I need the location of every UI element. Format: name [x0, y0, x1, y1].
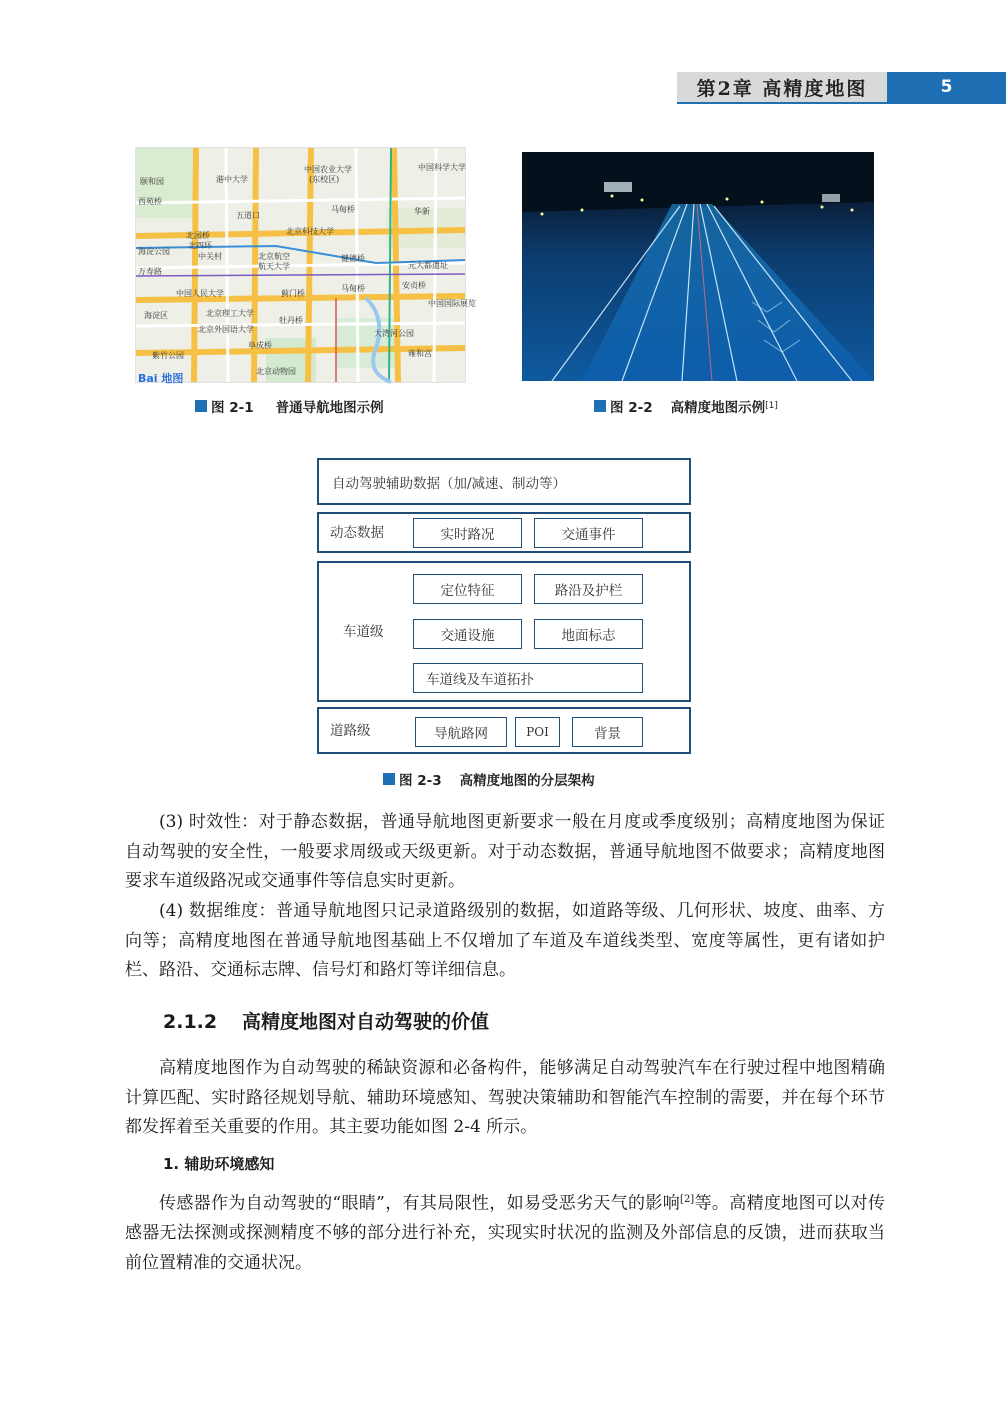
map-label: 阜成桥	[248, 341, 272, 350]
diagram-item: 定位特征	[413, 574, 522, 604]
diagram-top-label: 自动驾驶辅助数据（加/减速、制动等）	[332, 476, 567, 492]
chapter-header: 第2章 高精度地图	[677, 72, 887, 102]
figure-2-3-caption	[383, 769, 595, 789]
paragraph-env-perception	[125, 1185, 885, 1278]
map-label: 五道口	[236, 211, 260, 220]
section-title: 高精度地图对自动驾驶的价值	[242, 1011, 490, 1033]
section-number: 2.1.2	[163, 1011, 218, 1033]
map-label: 华新	[414, 207, 430, 216]
map-label: 中国农业大学	[304, 165, 352, 174]
paragraph-text: 高精度地图作为自动驾驶的稀缺资源和必备构件，能够满足自动驾驶汽车在行驶过程中地图精确计算匹配、实时路径规划导航、辅助环境感知、驾驶决策辅助和智能汽车控制的需要，并在每个环节都发挥着至关重要的作用。其主要功能如图 2-4 所示。	[125, 1058, 885, 1137]
map-label: 元大都遗址	[408, 261, 448, 270]
navigation-map-image	[135, 147, 476, 385]
pointcloud-render	[522, 152, 874, 381]
caption-reference: [1]	[765, 401, 778, 411]
caption-marker-icon	[383, 773, 395, 785]
map-label: 马甸桥	[341, 284, 365, 293]
map-label: 紫竹公园	[152, 351, 184, 360]
hd-map-pointcloud-image	[522, 152, 874, 381]
map-label: 港中大学	[216, 175, 248, 184]
map-label: 蓟门桥	[281, 289, 305, 298]
figure-2-2-caption	[594, 396, 778, 416]
paragraph-text: (4) 数据维度：普通导航地图只记录道路级别的数据，如道路等级、几何形状、坡度、曲率、方向等；高精度地图在普通导航地图基础上不仅增加了车道及车道线类型、宽度等属性，更有诸如护栏、路沿、交通标志牌、信号灯和路灯等详细信息。	[125, 901, 885, 980]
diagram-item: 交通事件	[534, 518, 643, 548]
diagram-dynamic-label: 动态数据	[330, 525, 384, 541]
map-label: 北京理工大学	[206, 309, 254, 318]
map-label: 北四环	[188, 241, 212, 250]
diagram-item: 路沿及护栏	[534, 574, 643, 604]
map-label: 雍和宫	[408, 349, 432, 358]
caption-text: 普通导航地图示例	[275, 400, 384, 416]
caption-number: 图 2-3	[399, 773, 442, 789]
paragraph-text	[125, 1185, 885, 1278]
header-rule	[677, 102, 1006, 104]
diagram-lane-label: 车道级	[343, 624, 384, 640]
map-label: 北京航空	[258, 252, 290, 261]
caption-text: 高精度地图的分层架构	[459, 773, 595, 789]
map-label: 马甸桥	[331, 205, 355, 214]
diagram-item: POI	[515, 717, 560, 747]
map-label: (东校区)	[309, 175, 340, 184]
diagram-item: 背景	[572, 717, 643, 747]
diagram-item: 车道线及车道拓扑	[413, 663, 643, 693]
map-label: 中国科学大学	[418, 163, 466, 172]
map-label: 海淀区	[144, 311, 168, 320]
reference-mark: [2]	[680, 1194, 695, 1205]
map-label: 北京外国语大学	[198, 325, 254, 334]
map-label: 安贞桥	[402, 281, 426, 290]
baidu-map-logo: Bai 地图	[138, 372, 184, 385]
map-label: 牡丹桥	[279, 316, 303, 325]
caption-text: 高精度地图示例	[670, 400, 766, 416]
paragraph-data-dimension	[125, 897, 885, 986]
map-label: 中国国际展览	[428, 299, 476, 308]
map-label: 北园桥	[186, 231, 210, 240]
caption-number: 图 2-1	[211, 400, 254, 416]
paragraph-text-part: 等。高精度地图可以对传感器无法探测或探测精度不够的部分进行补充，实现实时状况的监测及外部信息的反馈，进而获取当前位置精准的交通状况。	[125, 1193, 885, 1273]
caption-marker-icon	[594, 400, 606, 412]
diagram-item: 导航路网	[415, 717, 507, 747]
section-heading	[163, 1007, 489, 1034]
paragraph-timeliness	[125, 808, 885, 897]
map-label: 航天大学	[258, 262, 290, 271]
figure-2-1-caption	[195, 396, 384, 416]
map-label: 中关村	[198, 252, 222, 261]
paragraph-value	[125, 1054, 885, 1143]
diagram-road-label: 道路级	[330, 723, 371, 739]
map-label: 西苑桥	[138, 197, 162, 206]
map-label: 北京动物园	[256, 367, 296, 376]
paragraph-text: (3) 时效性：对于静态数据，普通导航地图更新要求一般在月度或季度级别；高精度地图为保证自动驾驶的安全性，一般要求周级或天级更新。对于动态数据，普通导航地图不做要求；高精度地图要求车道级路况或交通事件等信息实时更新。	[125, 812, 885, 891]
map-label: 健德桥	[341, 254, 365, 263]
paragraph-text-part: 传感器作为自动驾驶的“眼睛”，有其局限性，如易受恶劣天气的影响	[159, 1193, 681, 1214]
caption-number: 图 2-2	[610, 400, 653, 416]
diagram-item: 交通设施	[413, 619, 522, 649]
diagram-item: 地面标志	[534, 619, 643, 649]
page-number: 5	[887, 72, 1006, 102]
caption-marker-icon	[195, 400, 207, 412]
map-label: 颐和园	[140, 177, 164, 186]
map-label: 中国人民大学	[176, 289, 224, 298]
map-label: 北京科技大学	[286, 227, 334, 236]
map-label: 大湾河公园	[374, 329, 414, 338]
subsection-heading: 1. 辅助环境感知	[163, 1155, 275, 1173]
map-label: 万寿路	[138, 267, 162, 276]
diagram-item: 实时路况	[413, 518, 522, 548]
map-label: 海淀公园	[138, 247, 170, 256]
